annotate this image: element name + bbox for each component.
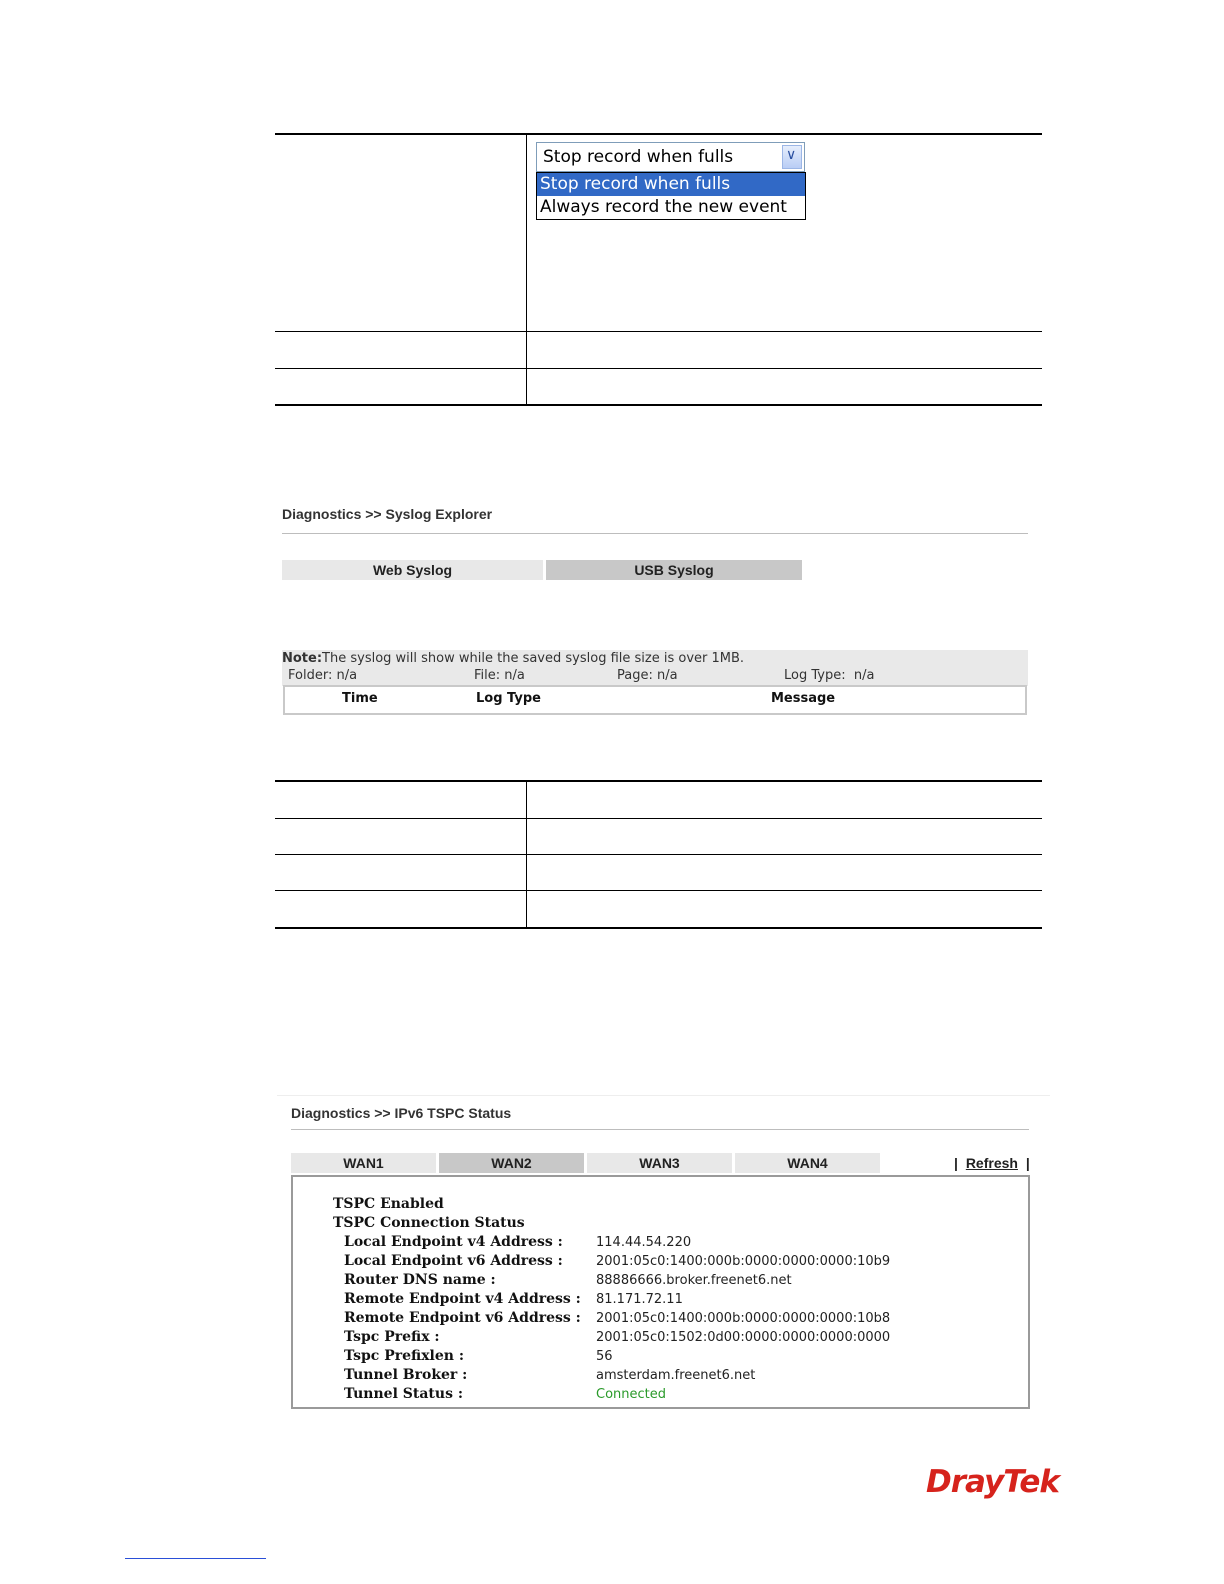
refresh-area xyxy=(954,1155,1030,1171)
chevron-down-icon[interactable]: ∨ xyxy=(782,145,802,169)
field-value: 114.44.54.220 xyxy=(596,1235,692,1250)
field-label: Tspc Prefixlen : xyxy=(344,1348,464,1364)
field-label: Remote Endpoint v4 Address : xyxy=(344,1291,581,1307)
field-label: Tspc Prefix : xyxy=(344,1329,440,1345)
field-label: Tunnel Status : xyxy=(344,1386,463,1402)
option-always-record[interactable]: Always record the new event xyxy=(540,197,787,217)
record-mode-select-value: Stop record when fulls xyxy=(543,147,734,167)
tab-web-syslog[interactable]: Web Syslog xyxy=(282,560,543,580)
record-mode-options xyxy=(536,172,806,220)
refresh-link[interactable]: Refresh xyxy=(965,1155,1018,1171)
col-log-type: Log Type xyxy=(476,691,541,706)
field-label: Remote Endpoint v6 Address : xyxy=(344,1310,581,1326)
logtype-info: Log Type: n/a xyxy=(784,668,875,683)
field-label: Tunnel Broker : xyxy=(344,1367,468,1383)
field-label: Router DNS name : xyxy=(344,1272,496,1288)
note-text: The syslog will show while the saved syslog file size is over 1MB. xyxy=(322,651,745,666)
syslog-breadcrumb: Diagnostics >> Syslog Explorer xyxy=(282,506,493,522)
refresh-sep-right: | xyxy=(1025,1155,1030,1171)
field-value: 88886666.broker.freenet6.net xyxy=(596,1273,792,1288)
tab-wan2[interactable]: WAN2 xyxy=(439,1153,584,1173)
syslog-table-header xyxy=(283,685,1027,715)
tspc-top-rule xyxy=(277,1095,1050,1096)
refresh-sep-left: | xyxy=(954,1155,958,1171)
footer-link-line xyxy=(125,1558,266,1559)
field-value: 2001:05c0:1400:000b:0000:0000:0000:10b9 xyxy=(596,1254,891,1269)
record-mode-select[interactable] xyxy=(536,142,805,172)
field-value: 2001:05c0:1502:0d00:0000:0000:0000:0000 xyxy=(596,1330,891,1345)
tunnel-status-value: Connected xyxy=(596,1387,667,1402)
field-label: Local Endpoint v6 Address : xyxy=(344,1253,563,1269)
tspc-divider xyxy=(291,1129,1029,1130)
field-value: amsterdam.freenet6.net xyxy=(596,1368,756,1383)
col-time: Time xyxy=(342,691,378,706)
folder-info: Folder: n/a xyxy=(288,668,358,683)
field-value: 2001:05c0:1400:000b:0000:0000:0000:10b8 xyxy=(596,1311,891,1326)
file-info: File: n/a xyxy=(474,668,525,683)
page-info: Page: n/a xyxy=(617,668,678,683)
tab-wan4[interactable]: WAN4 xyxy=(735,1153,880,1173)
tab-wan3[interactable]: WAN3 xyxy=(587,1153,732,1173)
tab-usb-syslog[interactable]: USB Syslog xyxy=(546,560,802,580)
tspc-enabled-label: TSPC Enabled xyxy=(333,1196,444,1212)
col-message: Message xyxy=(771,691,836,706)
tspc-connection-status-label: TSPC Connection Status xyxy=(333,1215,525,1231)
note-label: Note: xyxy=(282,651,323,666)
field-label: Local Endpoint v4 Address : xyxy=(344,1234,563,1250)
draytek-logo: DrayTek xyxy=(926,1464,1059,1500)
tspc-breadcrumb: Diagnostics >> IPv6 TSPC Status xyxy=(291,1105,512,1121)
field-value: 81.171.72.11 xyxy=(596,1292,683,1307)
option-stop-record[interactable]: Stop record when fulls xyxy=(537,173,805,196)
syslog-divider xyxy=(282,533,1028,534)
field-value: 56 xyxy=(596,1349,613,1364)
tab-wan1[interactable]: WAN1 xyxy=(291,1153,436,1173)
